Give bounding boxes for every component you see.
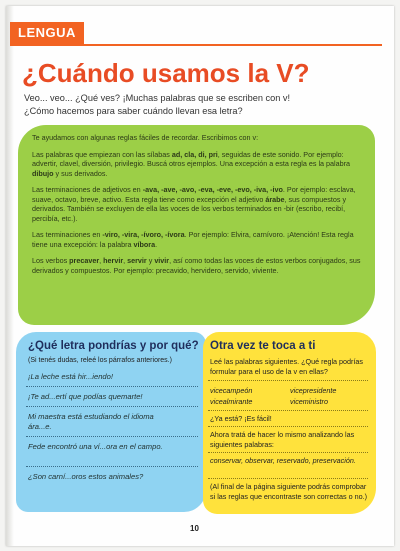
- quiz-subtitle: (Si tenés dudas, releé los párrafos anteriores.): [28, 357, 172, 364]
- rule-text: . Por ejemplo: esclava, suave, octavo, breve, activo. Esta regla tiene como excepción el adjetivo: [32, 185, 356, 204]
- intro-line-2: ¿Cómo hacemos para saber cuándo llevan esa letra?: [24, 105, 243, 116]
- rule-keyword: -viro, -vira, -ívoro, -ívora: [102, 230, 185, 239]
- rule-text: Las terminaciones en: [32, 230, 103, 239]
- activity-instructions: Leé las palabras siguientes. ¿Qué regla podrías formular para el uso de la v en ellas?: [210, 357, 364, 376]
- quiz-divider: [26, 466, 198, 467]
- rule-text: ,: [99, 256, 104, 265]
- page-number: 10: [190, 524, 199, 533]
- activity-divider: [208, 380, 368, 381]
- activity-title: Otra vez te toca a ti: [210, 340, 316, 352]
- page-title: ¿Cuándo usamos la V?: [22, 58, 310, 88]
- rule-text: , así como todas las voces de estos verbos conjugados, sus derivados y compuestos. Por ejemplo: precavido, hervidero, servido, viviente.: [32, 256, 361, 275]
- activity-word: vicealmirante: [210, 397, 253, 406]
- rule-keyword: hervir: [103, 256, 124, 265]
- rule-text: Los verbos: [32, 256, 70, 265]
- rule-keyword: ad, cla, di, pri: [171, 149, 218, 159]
- section-divider: [10, 44, 382, 46]
- quiz-item: ¡Te ad...ertí que podías quemarte!: [28, 392, 143, 401]
- activity-word: viceministro: [290, 397, 328, 406]
- rule-text: Las palabras que empiezan con las sílabas: [32, 149, 172, 159]
- rule-paragraph: [32, 150, 362, 179]
- activity-divider: [208, 452, 368, 453]
- quiz-title: ¿Qué letra pondrías y por qué?: [28, 340, 199, 352]
- quiz-divider: [26, 386, 198, 387]
- quiz-divider: [26, 436, 198, 437]
- quiz-item: ¡La leche está hir...iendo!: [28, 372, 113, 381]
- page-binding: [6, 6, 14, 546]
- activity-prompt: ¿Ya está? ¡Es fácil!: [210, 414, 272, 423]
- rule-keyword: víbora: [133, 239, 156, 249]
- rules-intro: Te ayudamos con algunas reglas fáciles de recordar. Escribimos con v:: [32, 133, 259, 142]
- quiz-item: ¿Son carní...oros estos animales?: [28, 472, 144, 481]
- rule-keyword: servir: [127, 256, 147, 265]
- activity-analyze-words: conservar, observar, reservado, preservación.: [210, 456, 356, 465]
- rule-text: , seguidas de este sonido. Por ejemplo: advertir, clavel, diversión, privilegio. Buscá otros ejemplos. Una excepción a esta regla es la palabra: [32, 149, 351, 168]
- rule-text: , sus compuestos y derivados. También se excluyen de ella las voces de los verbos terminados en -bir (escribo, recibí, percibía, etc.).: [32, 194, 347, 223]
- rule-keyword: -ava, -ave, -avo, -eva, -eve, -evo, -iva, -ivo: [142, 185, 283, 194]
- quiz-item: Fede encontró una ví...ora en el campo.: [28, 442, 163, 451]
- rule-paragraph: [32, 230, 362, 249]
- intro-line-1: Veo... veo... ¿Qué ves? ¡Muchas palabras que se escriben con v!: [24, 93, 291, 103]
- activity-word: vicecampeón: [210, 386, 253, 395]
- activity-word: vicepresidente: [290, 386, 337, 395]
- rule-paragraph: [32, 256, 362, 275]
- rule-keyword: vivir: [154, 256, 170, 265]
- activity-divider: [208, 426, 368, 427]
- rules-text: [32, 133, 362, 282]
- activity-analyze: Ahora tratá de hacer lo mismo analizando las siguientes palabras:: [210, 430, 355, 449]
- activity-divider: [208, 410, 368, 411]
- quiz-divider: [26, 406, 198, 407]
- rule-keyword: árabe: [265, 194, 285, 204]
- quiz-item: Mi maestra está estudiando el idioma ára...e.: [28, 412, 154, 431]
- rule-text: y: [146, 256, 155, 265]
- rule-text: y sus derivados.: [53, 168, 108, 178]
- rule-paragraph: [32, 185, 362, 223]
- intro: [24, 92, 290, 117]
- rule-keyword: precaver: [69, 256, 100, 265]
- activity-divider: [208, 478, 368, 479]
- rule-text: Las terminaciones de adjetivos en: [32, 185, 143, 194]
- rule-text: ,: [123, 256, 128, 265]
- rule-text: . Por ejemplo: Elvira, carnívoro. ¡Atención! Esta regla tiene una excepción: la palabra: [32, 230, 354, 249]
- rule-text: .: [155, 239, 158, 249]
- section-tab: LENGUA: [10, 22, 84, 44]
- rule-keyword: dibujo: [32, 168, 54, 178]
- activity-final-note: (Al final de la página siguiente podrás comprobar si las reglas que encontraste son correctas o no.): [210, 482, 368, 501]
